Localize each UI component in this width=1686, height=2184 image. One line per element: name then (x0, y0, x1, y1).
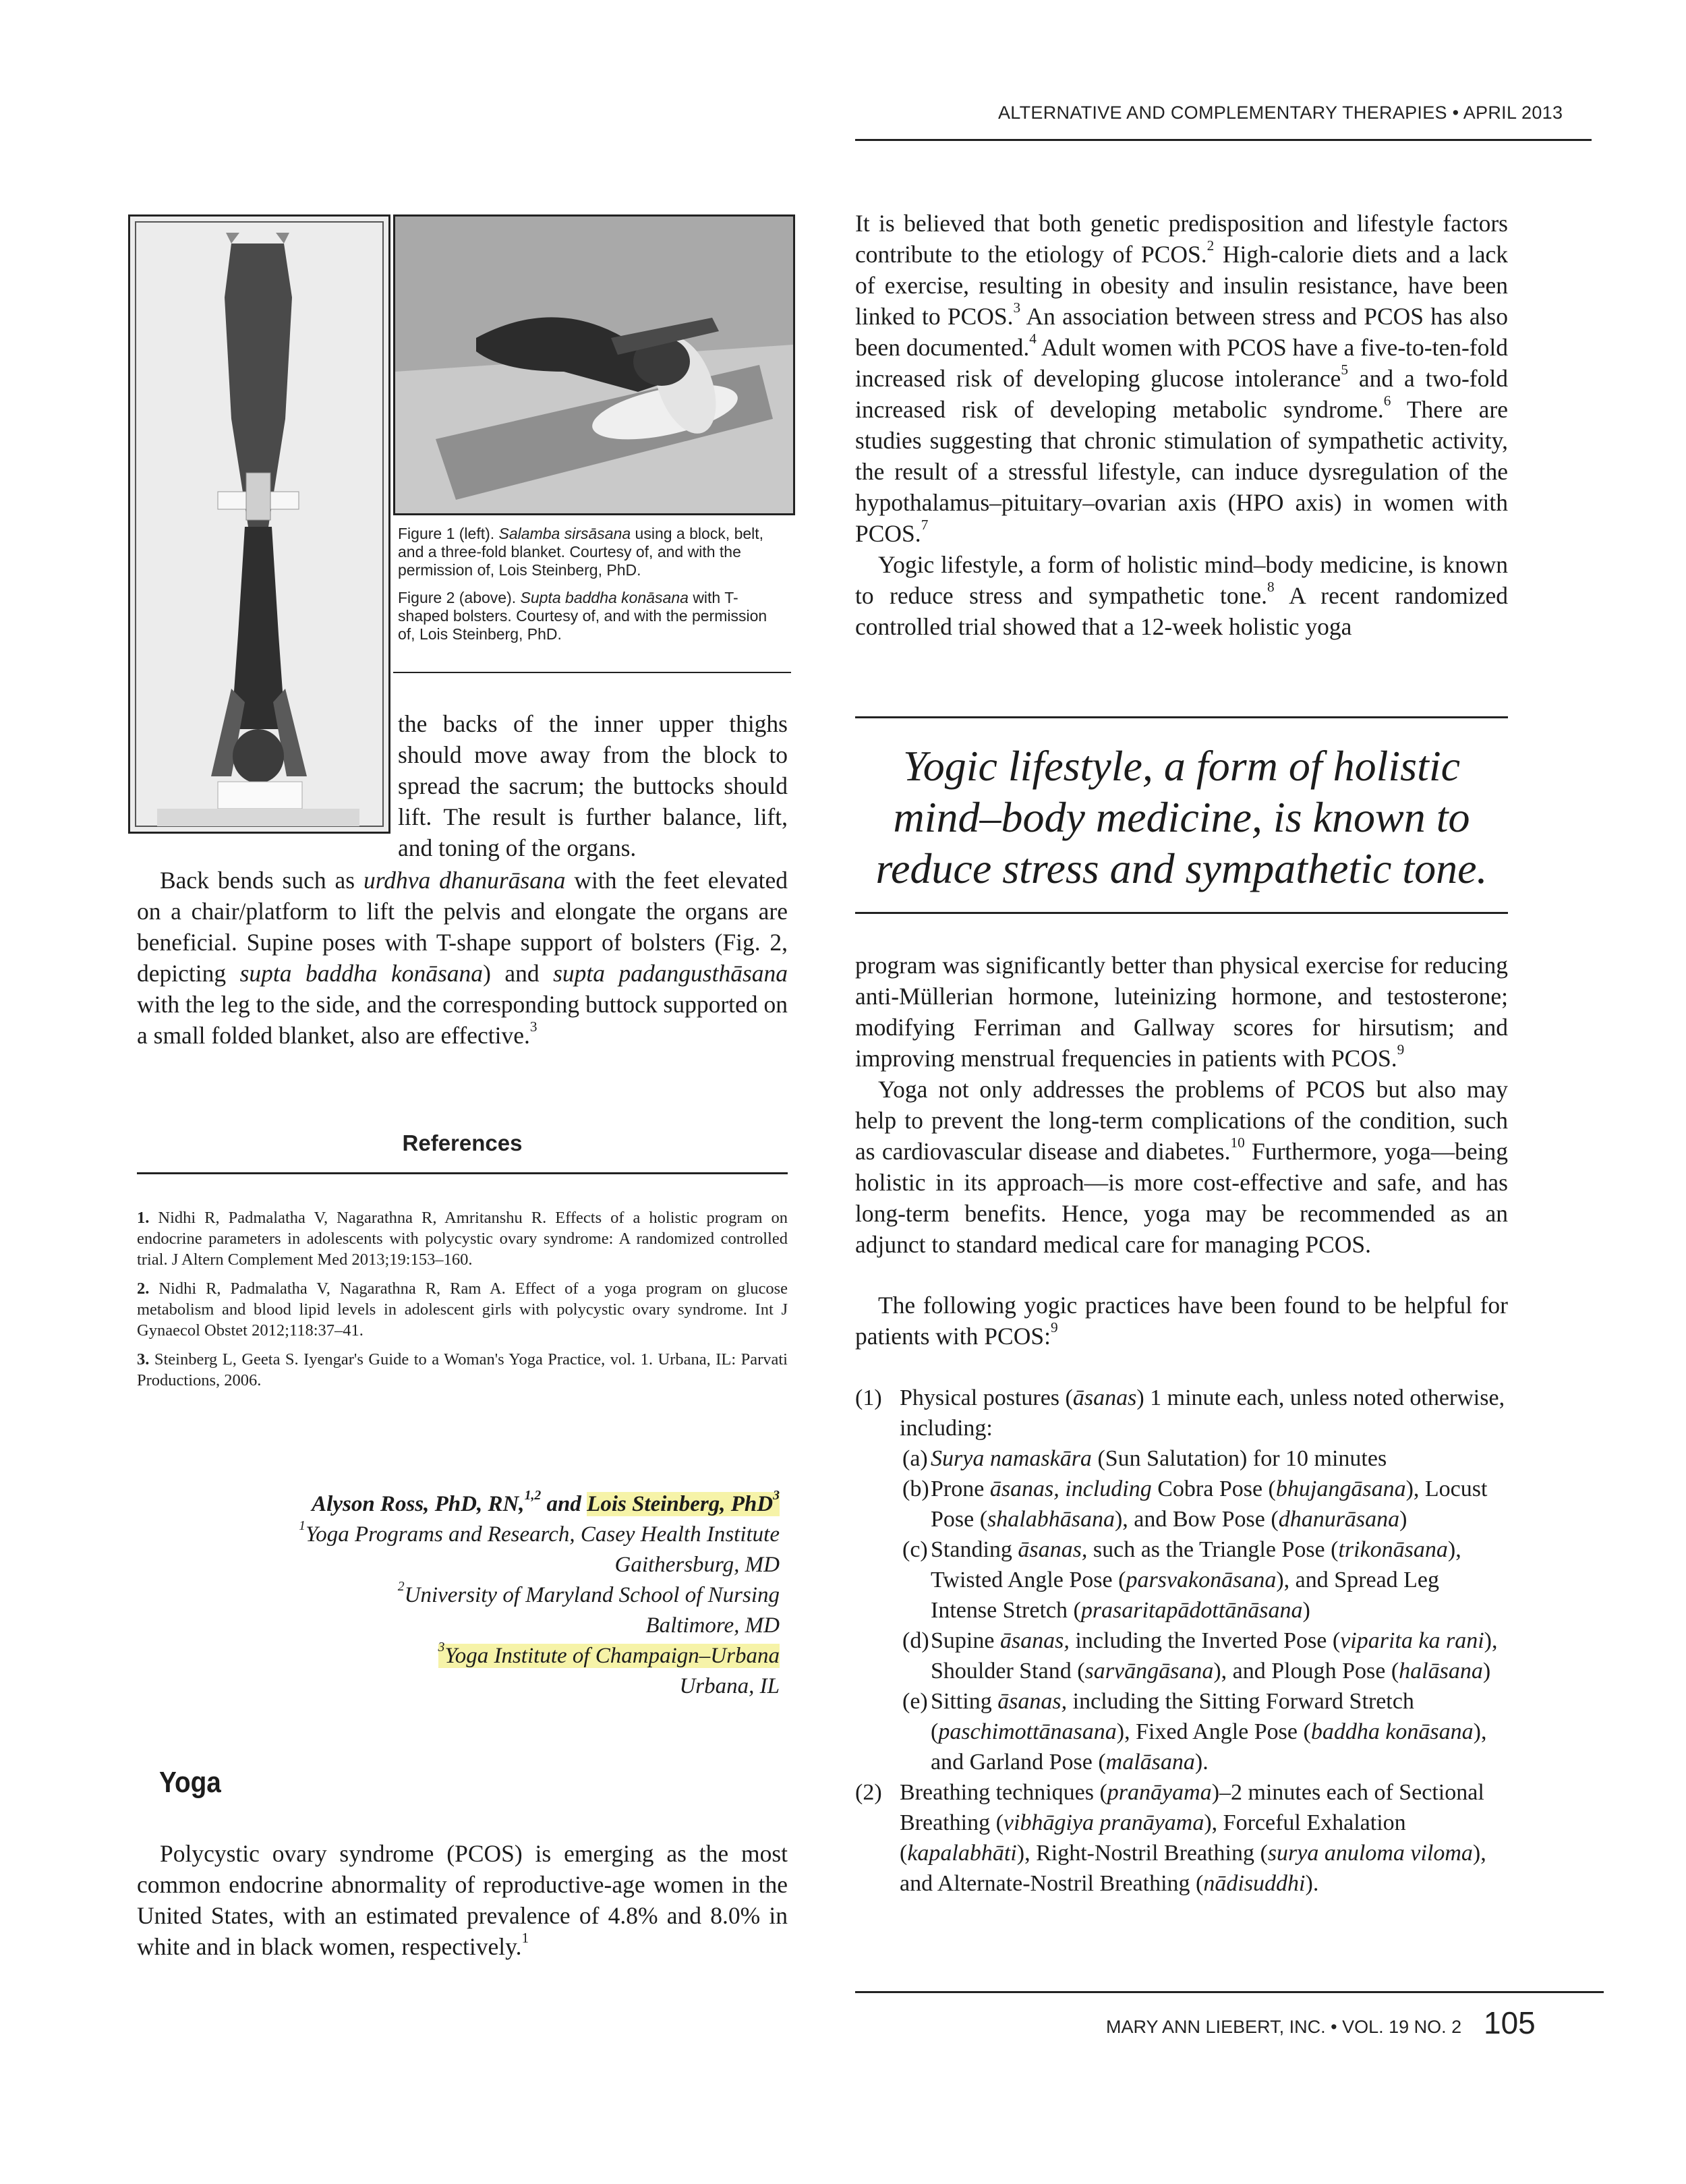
list-subitem: (a) Surya namaskāra (Sun Salutation) for 10 minutes (902, 1446, 1387, 1471)
list-subitem: (d)Supine āsanas, including the Inverted Pose (viparita ka rani), Shoulder Stand (sarvāngāsana), and Plough Pose (halāsana) (902, 1628, 1498, 1684)
running-header: ALTERNATIVE AND COMPLEMENTARY THERAPIES • APRIL 2013 (998, 103, 1563, 123)
right-body-top (855, 208, 1508, 642)
paragraph-program-results: program was significantly better than physical exercise for reducing anti-Müllerian hormone, luteinizing hormone, and testosterone; modifying Ferriman and Gallway scores for hirsutism; and improving menstrual frequencies in patients with PCOS.$^9$ (855, 952, 1508, 1072)
paragraph-block-lift: the backs of the inner upper thighs should move away from the block to spread the sacrum; the buttocks should lift. The result is further balance, lift, and toning of the organs. (398, 710, 788, 861)
paragraph-yogic-lifestyle: Yogic lifestyle, a form of holistic mind–body medicine, is known to reduce stress and sympathetic tone.$^8$ A recent randomized controlled trial showed that a 12-week holistic yoga (855, 551, 1508, 640)
right-body-middle (855, 950, 1508, 1352)
pullquote-top-rule (855, 716, 1508, 718)
paragraph-pcos-prevalence: Polycystic ovary syndrome (PCOS) is emerging as the most common endocrine abnormality of reproductive-age women in the United States, with an estimated prevalence of 4.8% and 8.0% in white and in black women, respectively.$^1$ (137, 1840, 788, 1960)
references-list (137, 1207, 788, 1399)
affiliation-1: $^1$Yoga Programs and Research, Casey Health Institute (299, 1518, 780, 1547)
headstand-illustration (130, 217, 388, 832)
affiliation-2: $^2$University of Maryland School of Nursing (397, 1579, 780, 1607)
list-item: (2) Breathing techniques (pranāyama)–2 minutes each of Sectional Breathing (vibhāgiya pranāyama), Forceful Exhalation (kapalabhāti), Right-Nostril Breathing (surya anuloma viloma), and Alternate-Nostril Breathing (nādisuddhi). (855, 1780, 1486, 1896)
affiliation-3: $^3$Yoga Institute of Champaign–Urbana (438, 1640, 780, 1668)
affiliation-3-city: Urbana, IL (679, 1674, 780, 1698)
paragraph-etiology: It is believed that both genetic predisposition and lifestyle factors contribute to the etiology of PCOS.$^2$ High-calorie diets and a lack of exercise, resulting in obesity and insulin resistance, have been linked to PCOS.$^3$ An association between stress and PCOS has also been documented.$^4$ Adult women with PCOS have a five-to-ten-fold increased risk of developing glucose intolerance$^5$ and a two-fold increased risk of developing metabolic syndrome.$^6$ There are studies suggesting that chronic stimulation of sympathetic activity, the result of a stressful lifestyle, can induce dysregulation of the hypothalamus–pituitary–ovarian axis (HPO axis) in women with PCOS.$^7$ (855, 210, 1508, 547)
author-line: Alyson Ross, PhD, RN,$^{1,2}$ and Lois Steinberg, PhD$^3$ (312, 1488, 780, 1516)
paragraph-yoga-benefits: Yoga not only addresses the problems of PCOS but also may help to prevent the long-term complications of the condition, such as cardiovascular disease and diabetes.$^{10}$ Furthermore, yoga—being holistic in its approach—is more cost-effective and safe, and has long-term benefits. Hence, yoga may be recommended as an adjunct to standard medical care for managing PCOS. (855, 1076, 1508, 1258)
highlighted-author: Lois Steinberg, PhD$^3$ (587, 1488, 780, 1516)
pull-quote: Yogic lifestyle, a form of holistic mind–body medicine, is known to reduce stress and sympathetic tone. (875, 742, 1488, 892)
reference-item: 2. Nidhi R, Padmalatha V, Nagarathna R, Ram A. Effect of a yoga program on glucose metabolism and blood lipid levels in adolescent girls with polycystic ovary syndrome. Int J Gynaecol Obstet 2012;118:37–41. (137, 1280, 788, 1340)
figure-2-caption: Figure 2 (above). Supta baddha konāsana with T-shaped bolsters. Courtesy of, and with the permission of, Lois Steinberg, PhD. (398, 589, 767, 643)
yoga-intro (137, 1838, 788, 1962)
list-subitem: (c) Standing āsanas, such as the Triangle Pose (trikonāsana), Twisted Angle Pose (parsvakonāsana), and Spread Leg Intense Stretch (prasaritapādottānāsana) (902, 1537, 1461, 1623)
header-rule (855, 139, 1592, 141)
paragraph-practices-intro: The following yogic practices have been found to be helpful for patients with PCOS:$^9$ (855, 1292, 1508, 1350)
list-subitem: (e) Sitting āsanas, including the Sitting Forward Stretch (paschimottānasana), Fixed Angle Pose (baddha konāsana), and Garland Pose (malāsana). (902, 1689, 1487, 1775)
references-heading: References (402, 1130, 523, 1155)
footer-publisher: MARY ANN LIEBERT, INC. • VOL. 19 NO. 2 (1106, 2017, 1462, 2037)
affiliation-2-city: Baltimore, MD (645, 1613, 780, 1638)
left-body-main (137, 865, 788, 1051)
yoga-heading: Yoga (159, 1766, 221, 1799)
footer-rule (855, 1991, 1604, 1993)
reference-item: 3. Steinberg L, Geeta S. Iyengar's Guide to a Woman's Yoga Practice, vol. 1. Urbana, IL: Parvati Productions, 2006. (137, 1350, 788, 1389)
list-subitem: (b)Prone āsanas, including Cobra Pose (bhujangāsana), Locust Pose (shalabhāsana), and Bow Pose (dhanurāsana) (902, 1476, 1488, 1532)
figure-2-photo (393, 214, 795, 515)
pullquote-bottom-rule (855, 912, 1508, 914)
practices-list (855, 1383, 1508, 1899)
figure-1-photo (128, 214, 390, 834)
supine-pose-illustration (395, 217, 793, 513)
page-number: 105 (1484, 2005, 1536, 2040)
caption-rule (393, 672, 791, 673)
reference-item: 1. Nidhi R, Padmalatha V, Nagarathna R, Amritanshu R. Effects of a holistic program on endocrine parameters in adolescents with polycystic ovary syndrome: A randomized controlled trial. J Altern Complement Med 2013;19:153–160. (137, 1209, 788, 1269)
figure-captions (398, 525, 786, 653)
references-rule (137, 1172, 788, 1174)
author-block (202, 1489, 780, 1702)
paragraph-back-bends: Back bends such as urdhva dhanurāsana with the feet elevated on a chair/platform to lift the pelvis and elongate the organs are beneficial. Supine poses with T-shape support of bolsters (Fig. 2, depicting supta baddha konāsana) and supta padangusthāsana with the leg to the side, and the corresponding buttock supported on a small folded blanket, also are effective.$^3$ (137, 867, 788, 1049)
left-body-wrap (398, 708, 788, 863)
list-item: (1) Physical postures (āsanas) 1 minute each, unless noted otherwise, including: (855, 1385, 1505, 1441)
figure-1-caption: Figure 1 (left). Salamba sirsāsana using a block, belt, and a three-fold blanket. Courtesy of, and with the permission of, Lois Steinberg, PhD. (398, 525, 764, 579)
affiliation-1-city: Gaithersburg, MD (614, 1553, 780, 1577)
